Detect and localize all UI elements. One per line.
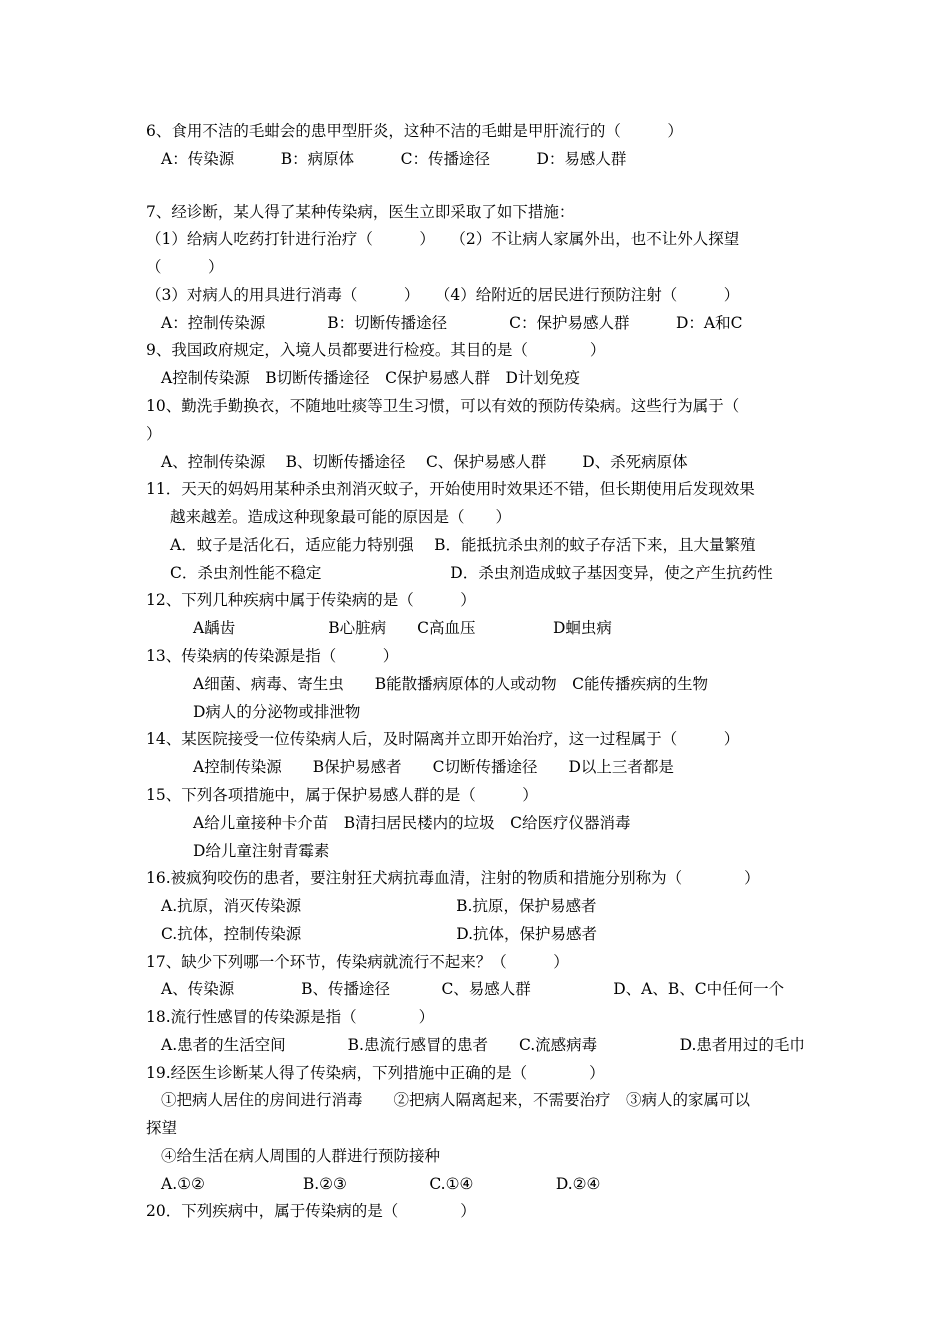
question-19-options: A.①② B.②③ C.①④ D.②④ (161, 1175, 601, 1193)
question-11-options-cd: C．杀虫剂性能不稳定 D．杀虫剂造成蚊子基因变异，使之产生抗药性 (170, 564, 773, 582)
question-15-options-abc: A给儿童接种卡介苗 B清扫居民楼内的垃圾 C给医疗仪器消毒 (193, 814, 631, 832)
question-7-measures-3-4: （3）对病人的用具进行消毒（ ） （4）给附近的居民进行预防注射（ ） (146, 286, 740, 304)
question-9-options: A控制传染源 B切断传播途径 C保护易感人群 D计划免疫 (161, 369, 580, 387)
question-12-stem: 12、下列几种疾病中属于传染病的是（ ） (146, 591, 476, 609)
question-7-measures-1-2: （1）给病人吃药打针进行治疗（ ） （2）不让病人家属外出，也不让外人探望 (146, 230, 740, 248)
question-18-options: A.患者的生活空间 B.患流行感冒的患者 C.流感病毒 D.患者用过的毛巾 (161, 1036, 805, 1054)
question-14-stem: 14、某医院接受一位传染病人后，及时隔离并立即开始治疗，这一过程属于（ ） (146, 730, 740, 748)
question-6-options: A：传染源 B：病原体 C：传播途径 D：易感人群 (161, 150, 627, 168)
question-18-stem: 18.流行性感冒的传染源是指（ ） (146, 1008, 435, 1026)
question-19-stem: 19.经医生诊断某人得了传染病，下列措施中正确的是（ ） (146, 1064, 605, 1082)
question-7-options: A：控制传染源 B：切断传播途径 C：保护易感人群 D：A和C (161, 314, 743, 332)
question-15-stem: 15、下列各项措施中，属于保护易感人群的是（ ） (146, 786, 538, 804)
question-17-options: A、传染源 B、传播途径 C、易感人群 D、A、B、C中任何一个 (161, 980, 785, 998)
question-20-stem: 20．下列疾病中，属于传染病的是（ ） (146, 1202, 476, 1220)
question-13-options-abc: A细菌、病毒、寄生虫 B能散播病原体的人或动物 C能传播疾病的生物 (193, 675, 708, 693)
question-15-option-d: D给儿童注射青霉素 (193, 842, 330, 860)
question-17-stem: 17、缺少下列哪一个环节，传染病就流行不起来？（ ） (146, 953, 569, 971)
question-10-stem: 10、勤洗手勤换衣，不随地吐痰等卫生习惯，可以有效的预防传染病。这些行为属于（ (146, 397, 740, 415)
question-11-options-ab: A．蚊子是活化石，适应能力特别强 B．能抵抗杀虫剂的蚊子存活下来，且大量繁殖 (170, 536, 756, 554)
question-12-options: A龋齿 B心脏病 C高血压 D蛔虫病 (193, 619, 612, 637)
question-13-option-d: D病人的分泌物或排泄物 (193, 703, 361, 721)
question-19-measures-cont: 探望 (146, 1119, 178, 1137)
question-7-measures-blank: （ ） (146, 258, 224, 276)
question-19-measures: ①把病人居住的房间进行消毒 ②把病人隔离起来，不需要治疗 ③病人的家属可以 (161, 1091, 751, 1109)
question-11-stem: 11．天天的妈妈用某种杀虫剂消灭蚊子，开始使用时效果还不错，但长期使用后发现效果 (146, 480, 755, 498)
question-10-stem-cont: ） (146, 425, 162, 443)
question-10-options: A、控制传染源 B、切断传播途径 C、保护易感人群 D、杀死病原体 (161, 453, 688, 471)
question-19-measure-4: ④给生活在病人周围的人群进行预防接种 (161, 1147, 441, 1165)
question-13-stem: 13、传染病的传染源是指（ ） (146, 647, 399, 665)
question-9-stem: 9、我国政府规定，入境人员都要进行检疫。其目的是（ ） (146, 341, 606, 359)
question-7-stem: 7、经诊断，某人得了某种传染病，医生立即采取了如下措施： (146, 203, 575, 221)
question-6-stem: 6、食用不洁的毛蚶会的患甲型肝炎，这种不洁的毛蚶是甲肝流行的（ ） (146, 122, 683, 140)
question-16-stem: 16.被疯狗咬伤的患者，要注射狂犬病抗毒血清，注射的物质和措施分别称为（ ） (146, 869, 760, 887)
question-14-options: A控制传染源 B保护易感者 C切断传播途径 D以上三者都是 (193, 758, 674, 776)
question-11-stem-cont: 越来越差。造成这种现象最可能的原因是（ ） (170, 508, 512, 526)
question-16-options-ab: A.抗原，消灭传染源 B.抗原，保护易感者 (161, 897, 597, 915)
question-16-options-cd: C.抗体，控制传染源 D.抗体，保护易感者 (161, 925, 598, 943)
